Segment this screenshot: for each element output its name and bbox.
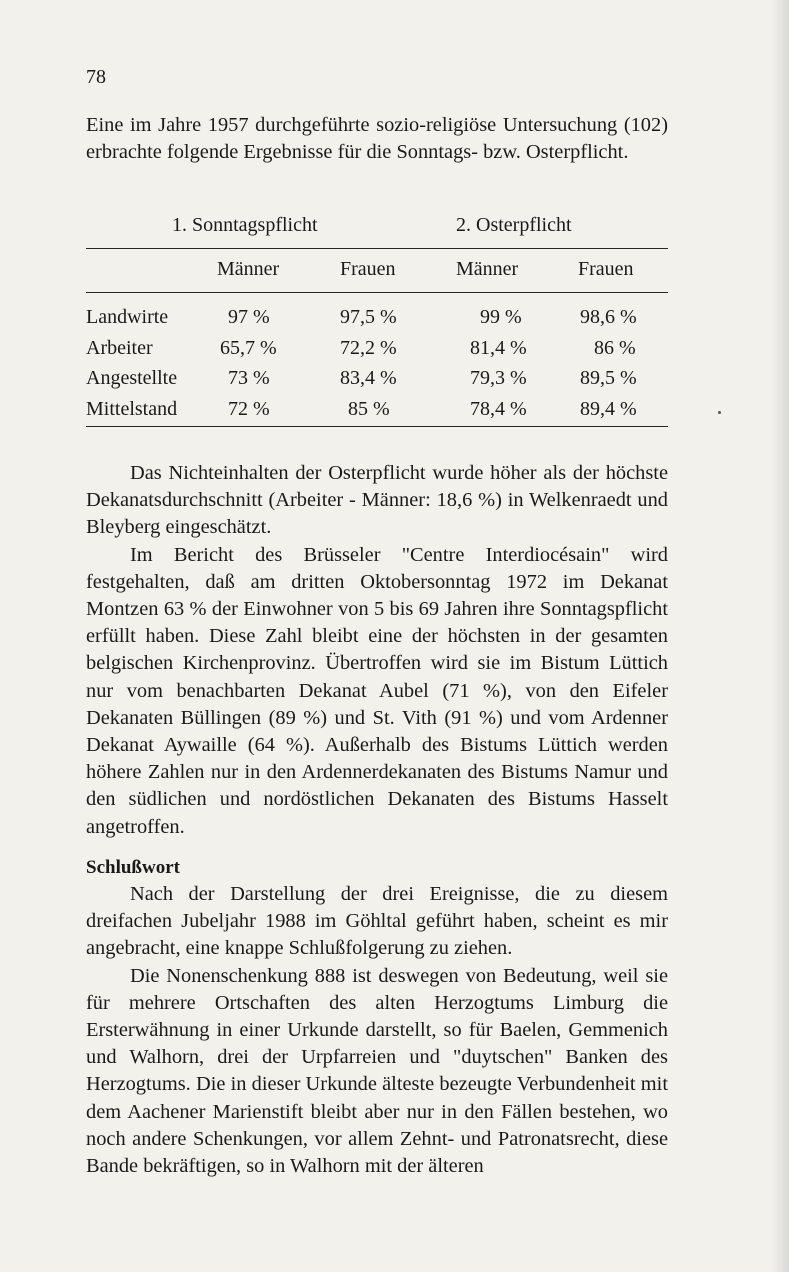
cell-sunday-men: 65,7 % [220, 336, 277, 359]
intro-paragraph [86, 112, 668, 166]
row-group: Angestellte [86, 367, 178, 389]
statistics-table [86, 214, 668, 420]
table-body [86, 306, 668, 428]
paragraph-brussels-report: Im Bericht des Brüsseler "Centre Interdiocésain" wird festgehalten, daß am dritten Oktobersonntag 1972 im Dekanat Montzen 63 % der Einwohner von 5 bis 69 Jahren ihre Sonntagspflicht erfüllt haben. Diese Zahl bleibt eine der höchsten in der gesamten belgischen Kirchenprovinz. Übertroffen wird sie im Bistum Lüttich nur vom benachbarten Dekanat Aubel (71 %), von den Eifeler Dekanaten Büllingen (89 %) und St. Vith (91 %) und vom Ardenner Dekanat Aywaille (64 %). Außerhalb des Bistums Lüttich werden höhere Zahlen nur in den Ardennerdekanaten des Bistums Namur und den südlichen und nordöstlichen Dekanaten des Bistums Hasselt angetroffen. [86, 543, 668, 838]
table-rule-middle [86, 292, 668, 293]
paragraph-nonenschenkung: Die Nonenschenkung 888 ist deswegen von Bedeutung, weil sie für mehrere Ortschaften des alten Herzogtums Limburg die Ersterwähnung in einer Urkunde darstellt, so für Baelen, Gemmenich und Walhorn, drei der Urpfarreien und "duytschen" Banken des Herzogtums. Die in dieser Urkunde älteste bezeugte Verbundenheit mit dem Aachener Marienstift bleibt aber nur in den Fällen bestehen, wo noch andere Schenkungen, vor allem Zehnt- und Patronatsrecht, diese Bande bekräftigen, so in Walhorn mit der älteren [86, 964, 668, 1178]
table-row [86, 367, 668, 398]
cell-easter-men: 81,4 % [470, 336, 527, 359]
col-header-men-1: Männer [217, 258, 280, 280]
cell-sunday-women: 83,4 % [340, 367, 397, 389]
row-group: Arbeiter [86, 336, 153, 359]
page-edge-shadow [771, 0, 789, 1272]
table-row [86, 306, 668, 337]
col-header-men-2: Männer [456, 258, 519, 280]
print-speck [718, 411, 721, 414]
paragraph-easter-duty: Das Nichteinhalten der Osterpflicht wurde höher als der höchste Dekanatsdurchschnitt (Arbeiter - Männer: 18,6 %) in Welkenraedt und Bleyberg eingeschätzt. [86, 462, 668, 539]
section-easter-duty: 2. Osterpflicht [456, 214, 572, 236]
closing-section [86, 881, 668, 1180]
cell-easter-women: 98,6 % [580, 306, 637, 328]
cell-easter-men: 79,3 % [470, 367, 527, 389]
section-sunday-duty: 1. Sonntagspflicht [172, 214, 318, 236]
cell-sunday-men: 72 % [228, 397, 270, 420]
table-row [86, 337, 668, 368]
cell-sunday-men: 97 % [228, 306, 270, 328]
cell-easter-men: 78,4 % [470, 397, 527, 420]
table-column-headers [86, 258, 668, 286]
table-rule-top [86, 248, 668, 249]
table-rule-bottom [86, 426, 668, 427]
col-header-women-1: Frauen [340, 258, 396, 280]
paragraph-conclusion-intro: Nach der Darstellung der drei Ereignisse, die zu diesem dreifachen Jubeljahr 1988 im Göhltal geführt haben, scheint es mir angebracht, eine knappe Schlußfolgerung zu ziehen. [86, 883, 668, 960]
section-heading: Schlußwort [86, 857, 180, 878]
table-row [86, 398, 668, 429]
cell-easter-women: 89,4 % [580, 397, 637, 420]
cell-easter-women: 89,5 % [580, 367, 637, 389]
col-header-women-2: Frauen [578, 258, 634, 280]
cell-sunday-women: 72,2 % [340, 336, 397, 359]
results-section [86, 460, 668, 841]
intro-text: Eine im Jahre 1957 durchgeführte sozio-religiöse Untersuchung (102) erbrachte folgende Ergebnisse für die Sonntags- bzw. Osterpflicht. [86, 114, 668, 164]
row-group: Landwirte [86, 306, 169, 328]
cell-sunday-women: 85 % [348, 397, 390, 420]
page-number: 78 [86, 66, 106, 88]
row-group: Mittelstand [86, 397, 178, 420]
cell-sunday-women: 97,5 % [340, 306, 397, 328]
table-section-headers [86, 214, 668, 242]
cell-easter-women: 86 % [594, 336, 636, 359]
cell-sunday-men: 73 % [228, 367, 270, 389]
cell-easter-men: 99 % [480, 306, 522, 328]
